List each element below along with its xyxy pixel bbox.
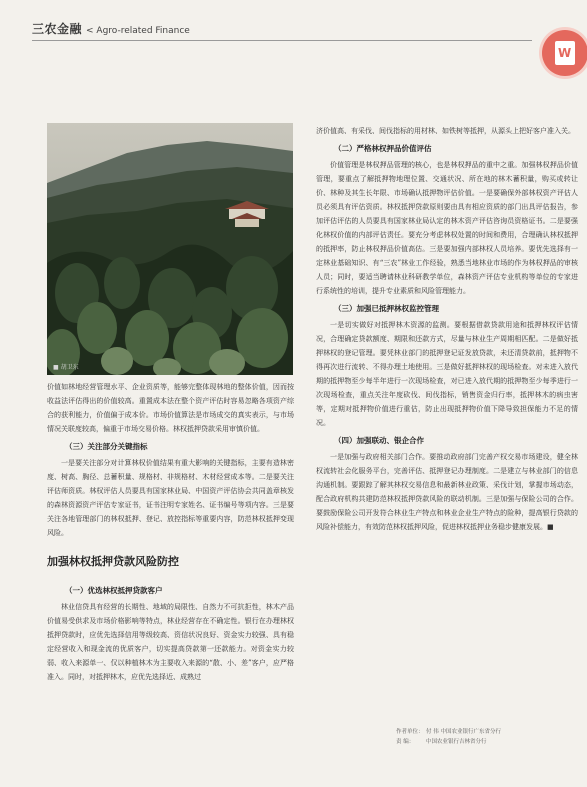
- section-heading: （四）加强联动、银企合作: [334, 436, 424, 445]
- paragraph: 济价值高、有采伐、间伐指标的用材林、如铁树等抵押，从源头上把好客户准入关。: [316, 127, 575, 135]
- left-column: [47, 380, 294, 684]
- section-heading: （三）关注部分关键指标: [65, 442, 148, 451]
- magazine-logo-icon: W: [542, 30, 587, 76]
- header-rule: [32, 40, 532, 41]
- forest-landscape-image: [47, 123, 293, 375]
- paragraph: 一是加强与政府相关部门合作。要推动政府部门完善产权交易市场建设，健全林权流转社会化服务平台，完善评估、抵押登记办理制度。二是建立与林业部门的信息沟通机制。要跟踪了解其林权交易信息和最新林业政策、采伐计划，掌握市场动态，配合政府机构共建防范林权抵押贷款风险的联动机制。三是加强与保险公司的合作。要鼓励保险公司开发符合林业生产特点和林业企业生产特点的险种，提高银行贷款的风险补偿能力，有效防范林权抵押风险，促进林权抵押业务稳步健康发展。■: [316, 453, 578, 531]
- page-header: [0, 0, 587, 36]
- paragraph: 价值管理是林权押品管理的核心，也是林权押品的重中之重。加强林权押品价值管理，要重点了解抵押物地理位置、交通状况、所在地的林木蓄积量，购买或转让价、林种及其生长年限、市场确认抵押物评估价值。一是要确保外部林权资产评估人员必须具有评估资质。林权抵押贷款原则要由具有相应资质的部门出具评估报告，参加评估评估的人员要具有国家林业局认定的林木资产评估咨询员资格证书。二是要强化林权价值的内部评估责任。要充分考虑林权处置的时间和费用，合理确认林权抵押的抵押率，防止林权押品价值高估。三是要加强内部林权人员培养。要优先选择有一定林业基础知识、有“三农”林业工作经验，熟悉当地林业市场的作为林权押品的审核人员；同时，要适当聘请林业科研教学单位，森林资产评估专业机构等单位的专家进行系统性的培训，提升专业素质和风险管理能力。: [316, 161, 578, 295]
- paragraph: 一是切实做好对抵押林木资源的监测。要根据借款贷款用途和抵押林权评估情况，合理确定贷款额度、期限和还款方式，尽量与林业生产周期相匹配。二是做好抵押林权的登记管理。要凭林业部门的抵押登记证发放贷款，未还清贷款前，抵押物不得再次进行流转、不得办理土地使用。三是做好抵押林权的现场检查。对未进入放代期的抵押物至少每半年进行一次现场检查，对已进入放代期的抵押物至少每季进行一次现场检查，重点关注年度砍伐、间伐指标，销售资金归行率，抵押林木的病虫害等，定期对抵押物价值进行重估，防止出现抵押物价值下降导致担保能力不足的情况。: [316, 321, 578, 427]
- paragraph: 林业信贷具有经营的长期性、地域的局限性、自然力不可抗拒性，林木产品价值易受供求及市场价格影响等特点，林业经营存在不确定性。银行在办理林权抵押贷款时，应优先选择信用等级较高、资信状况良好、资金实力较强、具有稳定经营收入和现金流的优质客户，切实提高贷款第一还款能力。对资金实力较弱、收入来源单一、仅以种植林木为主要收入来源的“散、小、差”客户，应严格准入。同时，对抵押林木，应优先选择近、成熟过: [47, 603, 294, 681]
- section-heading: （一）优选林权抵押贷款客户: [65, 586, 163, 595]
- section-heading: （三）加强已抵押林权监控管理: [334, 304, 439, 313]
- column-title: [32, 20, 190, 37]
- paragraph: 价值如林地经营管理水平、企业资质等，能够完整体现林地的整体价值，因而按收益法评估得出的价值较高。重置成本法在整个资产评估时容易忽略各项资产综合的获利能力，价值偏于成本价。市场价值算法是市场成交的真实表示，与市场情况关联度较高，偏重于市场交易价格。林权抵押贷款采用审慎价值。: [47, 383, 294, 433]
- photo-credit: ■ 胡卫东: [53, 364, 79, 371]
- column-title-cn: 三农金融: [32, 22, 83, 36]
- author-name: 付 伟 中国农业银行广东省分行: [426, 729, 501, 735]
- paragraph: 一是要关注部分对计算林权价值结果有重大影响的关键指标，主要有造林密度、树高、胸径、总蓄积量、规格材、非规格材、木材经营成本等。二是要关注评估师资质。林权评估人员要具有国家林业局、中国资产评估协会共同盖章核发的森林资源资产评估专家证书，证书注明专家姓名、证书编号等项内容。三是要关注各地管理部门的林权抵押、登记、放控指标等重要内容，防范林权抵押变现风险。: [47, 459, 294, 537]
- column-title-en: < Agro-related Finance: [86, 26, 190, 36]
- editor-name: 中国农业银行吉林省分行: [426, 739, 487, 745]
- forest-photo: [47, 123, 293, 375]
- author-info: [396, 727, 501, 747]
- right-column: [316, 124, 578, 534]
- section-heading: （二）严格林权押品价值评估: [334, 144, 432, 153]
- editor-label: 责 编：: [396, 739, 415, 745]
- author-label: 作者单位：: [396, 729, 424, 735]
- article-heading: 加强林权抵押贷款风险防控: [47, 555, 179, 568]
